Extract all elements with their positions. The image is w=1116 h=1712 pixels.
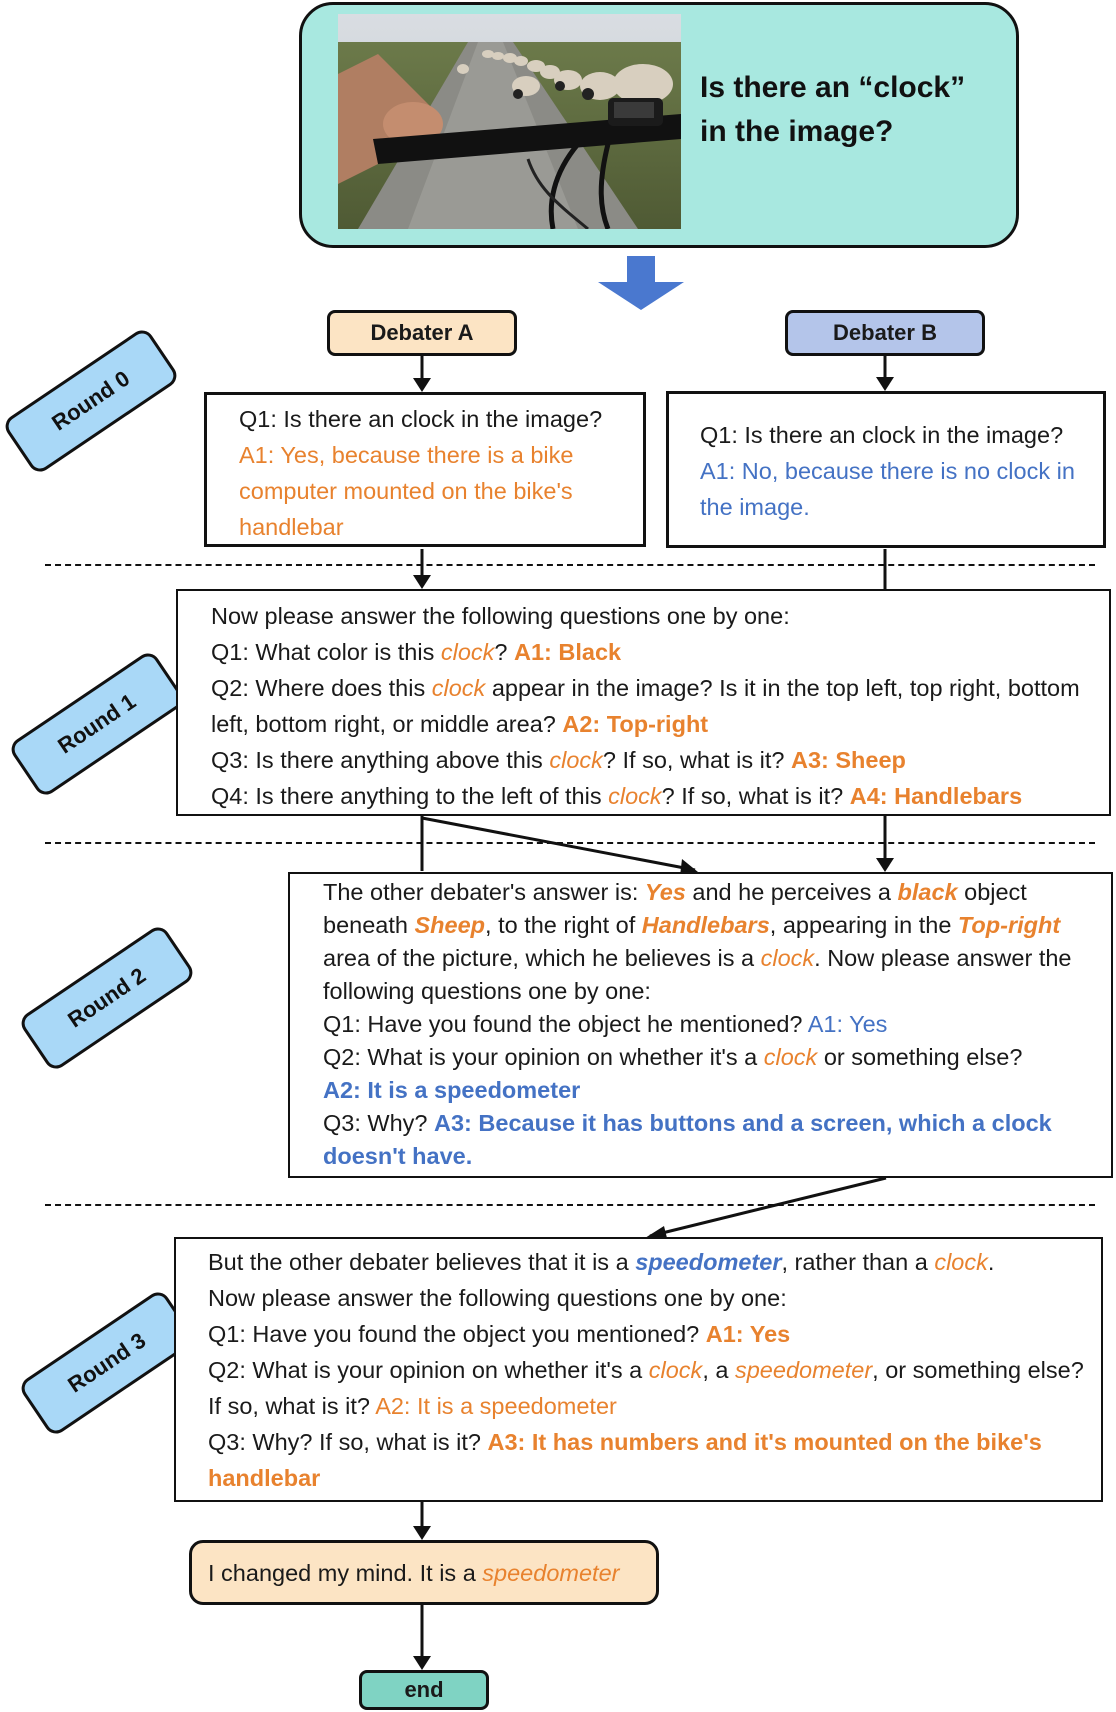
round0-a-box: [204, 392, 646, 547]
big-down-arrow-icon: [598, 256, 684, 310]
debater-b-text: Debater B: [833, 320, 937, 345]
round1-a4: A4: Handlebars: [849, 783, 1023, 809]
round2-a3: A3: Because it has buttons and a screen, which a clock doesn't have.: [323, 1110, 1052, 1169]
round2-a1: A1: Yes: [807, 1011, 888, 1037]
round-2-label: Round 2: [63, 962, 151, 1033]
round1-intro: Now please answer the following questions one by one:: [211, 603, 790, 629]
round3-q1: Q1: Have you found the object you mentioned? A1: Yes: [208, 1321, 791, 1347]
round3-context: But the other debater believes that it is a speedometer, rather than a clock.: [208, 1249, 995, 1275]
round2-q1: Q1: Have you found the object he mentioned? A1: Yes: [323, 1011, 888, 1037]
round1-q4: Q4: Is there anything to the left of this clock? If so, what is it? A4: Handlebars: [211, 783, 1023, 809]
round0-b-question: Q1: Is there an clock in the image?: [700, 422, 1064, 448]
end-node: [359, 1670, 489, 1710]
separator-2: [45, 842, 1095, 844]
round1-box: [176, 589, 1111, 816]
round0-b-answer: A1: No, because there is no clock in the image.: [700, 458, 1075, 520]
round1-a1: A1: Black: [514, 639, 622, 665]
round-1-label: Round 1: [53, 688, 141, 759]
round0-b-box: [666, 391, 1106, 548]
debater-a-label: [327, 310, 517, 356]
round3-a1: A1: Yes: [705, 1321, 791, 1347]
round1-a2: A2: Top-right: [562, 711, 709, 737]
end-label: end: [404, 1677, 444, 1702]
question-text: Is there an “clock” in the image?: [700, 71, 966, 148]
round0-a-answer: A1: Yes, because there is a bike computer mounted on the bike's handlebar: [239, 442, 574, 540]
round1-q2: Q2: Where does this clock appear in the image? Is it in the top left, top right, bottom left, bottom right, or middle area? A2: Top-right: [211, 675, 1080, 737]
round2-context: The other debater's answer is: Yes and he perceives a black object beneath Sheep, to the right of Handlebars, appearing in the Top-right area of the picture, which he believes is a clock. Now please answer the following questions one by one:: [323, 879, 1072, 1004]
round2-box: [288, 872, 1113, 1178]
round2-a2: A2: It is a speedometer: [323, 1077, 581, 1103]
round3-q3: Q3: Why? If so, what is it? A3: It has numbers and it's mounted on the bike's handlebar: [208, 1429, 1042, 1491]
round3-box: [174, 1237, 1103, 1502]
round3-intro: Now please answer the following questions one by one:: [208, 1285, 787, 1311]
separator-1: [45, 564, 1095, 566]
round2-q3: Q3: Why? A3: Because it has buttons and a screen, which a clock doesn't have.: [323, 1110, 1052, 1169]
round0-a-question: Q1: Is there an clock in the image?: [239, 406, 603, 432]
round-0-label: Round 0: [47, 365, 135, 436]
separator-3: [45, 1204, 1095, 1206]
debater-b-label: [785, 310, 985, 356]
final-word: speedometer: [482, 1559, 620, 1586]
debater-a-text: Debater A: [370, 320, 474, 345]
round3-a2: A2: It is a speedometer: [375, 1393, 617, 1419]
round3-q2: Q2: What is your opinion on whether it's a clock, a speedometer, or something else? If so, what is it? A2: It is a speedometer: [208, 1357, 1084, 1419]
round1-q1: Q1: What color is this clock? A1: Black: [211, 639, 622, 665]
round2-q2: Q2: What is your opinion on whether it's a clock or something else?: [323, 1044, 1023, 1070]
round1-q3: Q3: Is there anything above this clock? If so, what is it? A3: Sheep: [211, 747, 906, 773]
final-box: [189, 1540, 659, 1605]
final-text: I changed my mind. It is a: [208, 1559, 483, 1586]
round-3-label: Round 3: [63, 1327, 151, 1398]
round1-a3: A3: Sheep: [790, 747, 906, 773]
round3-a3: A3: It has numbers and it's mounted on the bike's handlebar: [208, 1429, 1042, 1491]
